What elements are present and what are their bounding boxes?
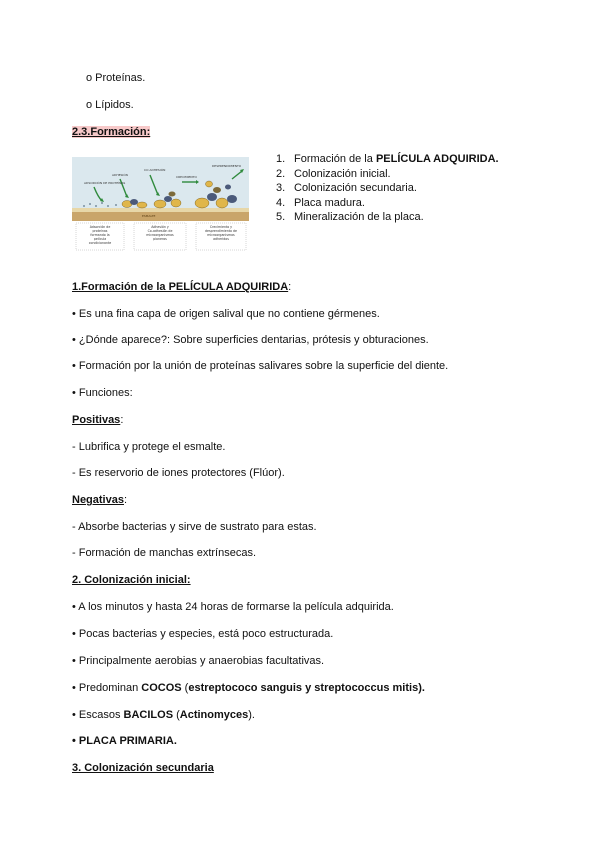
label-adhesion: ADHESIÓN: [112, 173, 128, 177]
caption-2-line-1: Adhesión y: [151, 225, 169, 229]
bullet-donde-aparece: • ¿Dónde aparece?: Sobre superficies dentarias, prótesis y obturaciones.: [72, 334, 429, 346]
caption-3-line-2: desprendimiento de: [205, 229, 237, 233]
caption-2-line-3: microorganismos: [146, 233, 174, 237]
bullet-funciones: • Funciones:: [72, 387, 133, 399]
step-item: 4. Placa madura.: [276, 196, 365, 209]
step-item: 3. Colonización secundaria.: [276, 182, 417, 194]
label-adsorcion: ADSORCIÓN DE PROTEÍNAS: [84, 181, 126, 185]
item-lubrifica: - Lubrifica y protege el esmalte.: [72, 441, 226, 453]
bullet-placa-primaria: • PLACA PRIMARIA.: [72, 735, 177, 747]
caption-1-line-3: formando la: [90, 233, 110, 237]
label-desprendimiento: DESPRENDIMIENTO: [212, 164, 242, 168]
bullet-predominan-cocos: • Predominan COCOS (estreptococo sanguis y streptococcus mitis).: [72, 682, 425, 694]
step-item: 1. Formación de la PELÍCULA ADQUIRIDA.: [276, 153, 499, 165]
item-reservorio: - Es reservorio de iones protectores (Flúor).: [72, 467, 285, 479]
caption-2-line-2: Co-adhesión de: [147, 229, 173, 233]
list-item-lipidos: o Lípidos.: [86, 99, 134, 111]
caption-1-line-4: película: [93, 237, 107, 241]
section-heading-colonizacion-secundaria: 3. Colonización secundaria: [72, 762, 214, 774]
step-item: 2. Colonización inicial.: [276, 167, 391, 180]
subheading-positivas: Positivas:: [72, 414, 124, 426]
enamel-label: ESMALTE: [142, 214, 156, 218]
item-manchas: - Formación de manchas extrínsecas.: [72, 547, 257, 559]
caption-1-line-5: condicionante: [88, 241, 112, 245]
item-absorbe: - Absorbe bacterias y sirve de sustrato para estas.: [72, 521, 317, 533]
list-item-proteinas: o Proteínas.: [86, 72, 146, 84]
caption-3-line-1: Crecimiento y: [209, 225, 233, 229]
heading-text: 2.3.Formación:: [72, 126, 151, 138]
bullet-pocas-bacterias: • Pocas bacterias y especies, está poco estructurada.: [72, 628, 334, 640]
label-crecimiento: CRECIMIENTO: [176, 175, 197, 179]
caption-2-line-4: pioneros: [153, 237, 167, 241]
caption-1-line-1: Adsorción de: [89, 225, 111, 229]
plaque-formation-diagram: [72, 157, 249, 251]
subheading-negativas: Negativas:: [72, 494, 128, 506]
bullet-aerobias: • Principalmente aerobias y anaerobias facultativas.: [72, 655, 325, 667]
bullet-minutos: • A los minutos y hasta 24 horas de formarse la película adquirida.: [72, 601, 394, 613]
enamel-layer: [72, 211, 249, 221]
section-heading-colonizacion-inicial: 2. Colonización inicial:: [72, 574, 191, 586]
bullet-formacion-union: • Formación por la unión de proteínas salivares sobre la superficie del diente.: [72, 360, 449, 372]
section-heading-formacion: [72, 125, 150, 139]
heading-text: 1.Formación de la PELÍCULA ADQUIRIDA: [72, 281, 289, 293]
caption-1-line-2: proteínas: [92, 229, 108, 233]
bullet-fina-capa: • Es una fina capa de origen salival que no contiene gérmenes.: [72, 308, 380, 320]
caption-3-line-4: adheridos: [213, 237, 229, 241]
formation-steps-list: [276, 152, 499, 225]
bullet-escasos-bacilos: • Escasos BACILOS (Actinomyces).: [72, 709, 255, 721]
pellicle-layer: [72, 208, 249, 212]
step-item: 5. Mineralización de la placa.: [276, 211, 424, 223]
section-heading-pelicula: 1.Formación de la PELÍCULA ADQUIRIDA:: [72, 281, 292, 293]
caption-3-line-3: microorganismos: [207, 233, 235, 237]
label-coadhesion: CO ADHESIÓN: [144, 168, 166, 172]
